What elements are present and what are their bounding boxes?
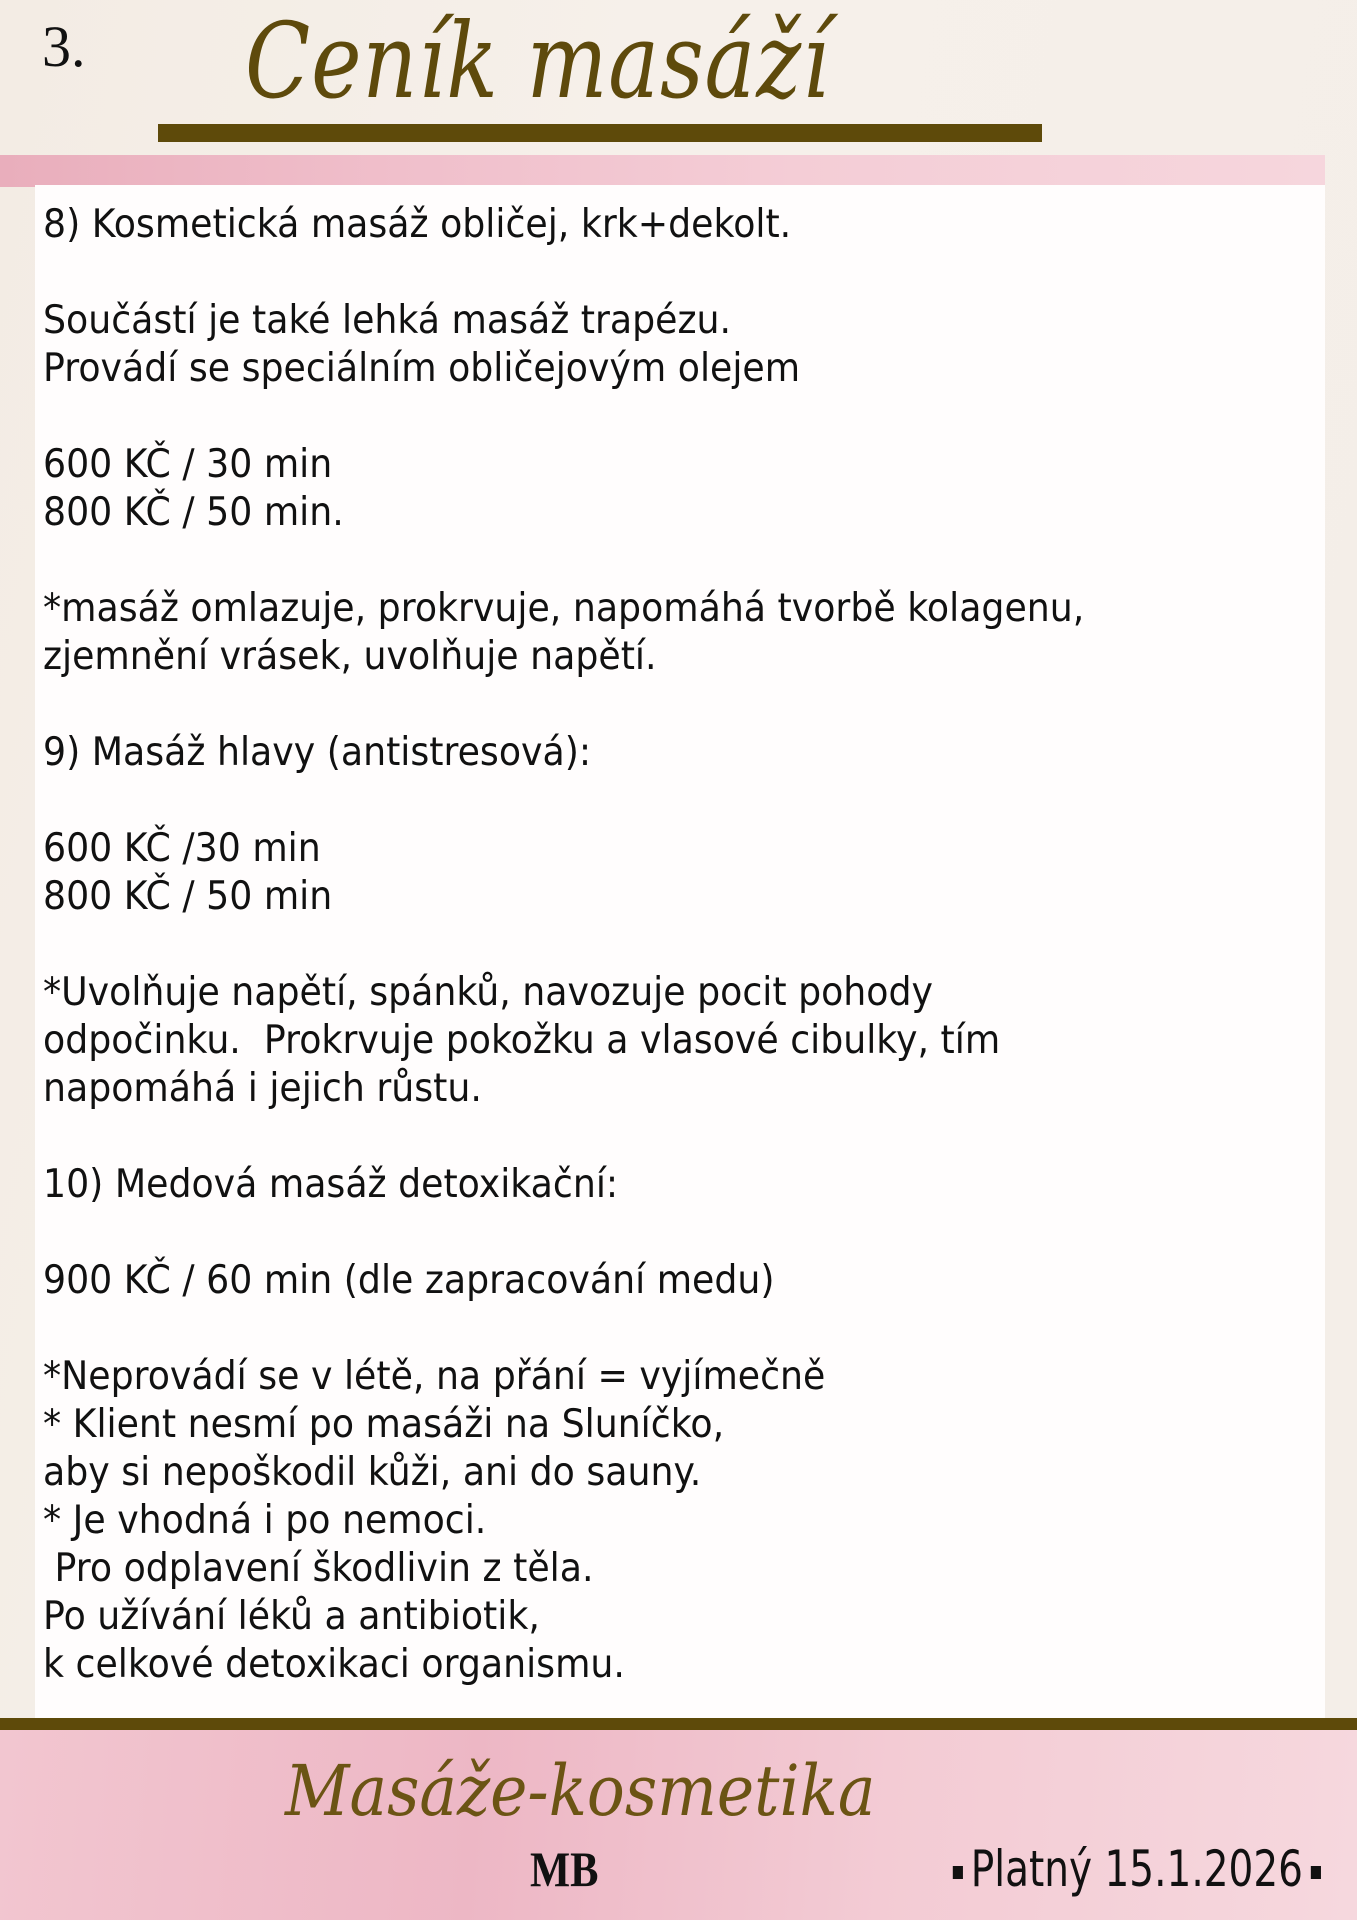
text-line: 800 KČ / 50 min [43, 874, 333, 919]
text-line: *Uvolňuje napětí, spánků, navozuje pocit pohody [43, 970, 933, 1015]
footer [0, 1730, 1357, 1920]
text-line: Pro odplavení škodlivin z těla. [43, 1546, 594, 1591]
validity-text: Platný 15.1.2026 [970, 1840, 1303, 1898]
price-list-content [43, 185, 1224, 1689]
text-line: 8) Kosmetická masáž obličej, krk+dekolt. [43, 202, 792, 247]
text-line: zjemnění vrásek, uvolňuje napětí. [43, 634, 657, 679]
page-number: 3. [42, 14, 86, 79]
brand-name: Masáže-kosmetika [285, 1750, 876, 1832]
bullet-icon [953, 1866, 963, 1879]
text-line: 800 KČ / 50 min. [43, 490, 344, 535]
pink-band [0, 155, 1325, 187]
blank-line [43, 1113, 1224, 1161]
blank-line [43, 393, 1224, 441]
text-line: * Klient nesmí po masáži na Sluníčko, [43, 1402, 725, 1447]
text-line: Součástí je také lehká masáž trapézu. [43, 298, 732, 343]
blank-line [43, 1209, 1224, 1257]
bullet-icon [1311, 1866, 1321, 1879]
blank-line [43, 777, 1224, 825]
text-line: 10) Medová masáž detoxikační: [43, 1162, 619, 1207]
initials-logo: MB [530, 1841, 599, 1897]
blank-line [43, 537, 1224, 585]
text-line: 9) Masáž hlavy (antistresová): [43, 730, 592, 775]
text-line: 600 KČ / 30 min [43, 442, 333, 487]
validity-date [945, 1840, 1329, 1898]
text-line: 900 KČ / 60 min (dle zapracování medu) [43, 1258, 775, 1303]
text-line: *masáž omlazuje, prokrvuje, napomáhá tvorbě kolagenu, [43, 586, 1085, 631]
text-line: aby si nepoškodil kůži, ani do sauny. [43, 1450, 702, 1495]
text-line: k celkové detoxikaci organismu. [43, 1642, 625, 1687]
title-underline [158, 124, 1042, 142]
page-title: Ceník masáží [245, 0, 831, 122]
blank-line [43, 921, 1224, 969]
blank-line [43, 249, 1224, 297]
footer-divider [0, 1718, 1357, 1730]
text-line: 600 KČ /30 min [43, 826, 321, 871]
text-line: Po užívání léků a antibiotik, [43, 1594, 540, 1639]
text-line: napomáhá i jejich růstu. [43, 1066, 482, 1111]
text-line: Provádí se speciálním obličejovým olejem [43, 346, 801, 391]
text-line: odpočinku. Prokrvuje pokožku a vlasové cibulky, tím [43, 1018, 1001, 1063]
price-list-card [35, 185, 1325, 1718]
blank-line [43, 1305, 1224, 1353]
text-line: * Je vhodná i po nemoci. [43, 1498, 487, 1543]
text-line: *Neprovádí se v létě, na přání = vyjímečně [43, 1354, 826, 1399]
blank-line [43, 681, 1224, 729]
